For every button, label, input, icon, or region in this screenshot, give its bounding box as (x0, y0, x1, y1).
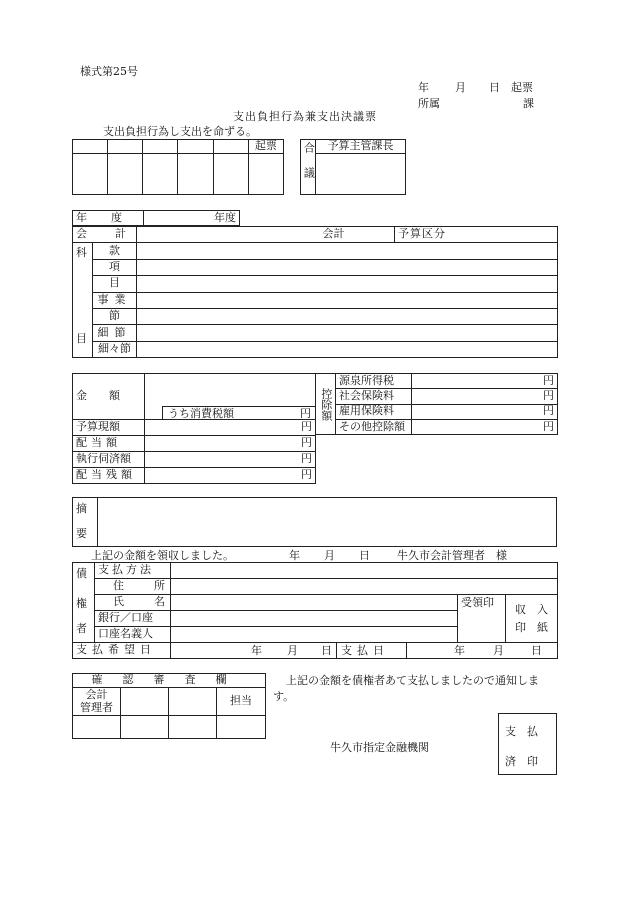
gougi-box (300, 139, 406, 195)
receipt-text: 上記の金額を領収しました。 (91, 549, 234, 562)
creditor-value[interactable] (171, 611, 458, 627)
kamoku-label: 科 目 (73, 243, 93, 358)
pay-date-label: 支払日 (341, 644, 389, 657)
kamoku-saisetsu: 細節 (93, 325, 137, 341)
creditor-value[interactable] (171, 579, 558, 595)
creditor-item: 氏名 (95, 595, 171, 611)
kojo-item: 雇用保険料 (336, 404, 412, 419)
tekiyo-table (72, 497, 557, 547)
tax-yen: 円 (300, 407, 311, 420)
pay-dates: 年 月 日 支払日 年 月 日 (171, 643, 558, 659)
form-number: 様式第25号 (80, 65, 138, 78)
creditor-item: 支払方法 (95, 563, 171, 579)
confirm-header: 確認審査欄 (73, 674, 266, 688)
year-row (72, 210, 240, 226)
dept-suffix: 課 (523, 97, 534, 110)
kojo-value[interactable]: 円 (412, 419, 558, 434)
budget-row-value[interactable]: 円 (145, 420, 316, 436)
budget-row-value[interactable]: 円 (145, 468, 316, 484)
date-kihyo: 起票 (511, 81, 533, 94)
approval-grid (72, 139, 284, 195)
kamoku-setsu: 節 (93, 308, 137, 324)
confirm-cell[interactable] (121, 716, 169, 739)
budget-row-value[interactable]: 円 (145, 452, 316, 468)
creditor-value[interactable] (171, 563, 558, 579)
paid-stamp-2: 済 印 (505, 755, 538, 768)
kamoku-table (72, 226, 558, 358)
kamoku-moku-value[interactable] (137, 276, 558, 292)
budget-class-label: 予算区分 (395, 227, 558, 243)
kamoku-jigyo-value[interactable] (137, 292, 558, 308)
kamoku-moku: 目 (93, 276, 137, 292)
approval-cell[interactable] (213, 154, 248, 195)
kojo-item: その他控除額 (336, 419, 412, 434)
kojo-table (315, 373, 558, 435)
date-month: 月 (455, 81, 466, 94)
confirm-cell[interactable] (121, 688, 169, 716)
stamp-label-1: 収 入 (515, 602, 548, 616)
accounting-manager-label: 会計 管理者 (73, 688, 121, 716)
tax-label: うち消費税額 (168, 407, 234, 420)
budget-row-label: 配当額 (73, 436, 145, 452)
bank-name: 牛久市指定金融機関 (330, 741, 429, 754)
receipt-month: 月 (324, 549, 335, 562)
stamp-label-2: 印 紙 (515, 620, 548, 634)
kojo-item: 社会保険料 (336, 389, 412, 404)
kaikei-suffix: 会計 (320, 227, 395, 243)
creditor-item: 住所 (95, 579, 171, 595)
notice-text-2: す。 (273, 690, 295, 703)
approval-cell[interactable] (73, 154, 108, 195)
receipt-year: 年 (289, 549, 300, 562)
kamoku-kou-value[interactable] (137, 259, 558, 275)
kojo-label: 控除額 (316, 374, 336, 435)
confirm-table (72, 673, 266, 739)
approval-cell[interactable] (248, 154, 283, 195)
dept-label: 所属 (418, 97, 440, 110)
tekiyo-value[interactable] (98, 498, 557, 547)
seal-box[interactable] (458, 595, 506, 643)
creditor-item: 銀行／口座 (95, 611, 171, 627)
receipt-to: 牛久市会計管理者 様 (397, 549, 507, 562)
notice-text-1: 上記の金額を債権者あて支払しましたので通知しま (286, 674, 539, 687)
confirm-cell[interactable] (169, 688, 217, 716)
kamoku-setsu-value[interactable] (137, 308, 558, 324)
amount-table (72, 373, 316, 484)
budget-manager-label: 予算主管課長 (316, 140, 406, 154)
creditor-label: 債 権 者 (73, 563, 95, 643)
paid-stamp-1: 支 払 (505, 725, 538, 738)
creditor-item: 口座名義人 (95, 627, 171, 643)
kamoku-kou: 項 (93, 259, 137, 275)
kojo-item: 源泉所得税 (336, 374, 412, 389)
year-suffix: 年度 (214, 210, 236, 224)
amount-label: 金額 (73, 374, 145, 420)
confirm-cell[interactable] (73, 716, 121, 739)
amount-value[interactable] (145, 374, 316, 420)
creditor-value[interactable] (171, 627, 458, 643)
approval-cell[interactable] (178, 154, 213, 195)
approval-cell[interactable] (143, 154, 178, 195)
year-value[interactable] (144, 211, 240, 226)
kaikei-value[interactable] (137, 227, 320, 243)
kamoku-saisaisetsu-value[interactable] (137, 341, 558, 357)
budget-row-label: 予算現額 (73, 420, 145, 436)
confirm-cell[interactable] (217, 716, 266, 739)
tekiyo-label: 摘 要 (73, 498, 98, 547)
creditor-value[interactable] (171, 595, 458, 611)
year-label: 年度 (73, 211, 144, 226)
seal-label: 受領印 (461, 596, 494, 609)
kamoku-saisaisetsu: 細々節 (93, 341, 137, 357)
gougi-label: 合議 (301, 140, 316, 195)
approval-cell[interactable] (108, 154, 143, 195)
kamoku-kan: 款 (93, 243, 137, 259)
tanto-label: 担当 (217, 688, 266, 716)
kamoku-kan-value[interactable] (137, 243, 558, 259)
kaikei-label: 会計 (73, 227, 137, 243)
page-title: 支出負担行為兼支出決議票 (233, 110, 377, 123)
date-day: 日 (489, 81, 500, 94)
paid-stamp-box[interactable] (498, 713, 557, 775)
kojo-value[interactable]: 円 (412, 389, 558, 404)
kamoku-jigyo: 事業 (93, 292, 137, 308)
kihyo-header: 起票 (248, 140, 283, 154)
budget-row-label: 配当残額 (73, 468, 145, 484)
stamp-box[interactable] (506, 595, 558, 643)
budget-row-label: 執行伺済額 (73, 452, 145, 468)
order-text: 支出負担行為し支出を命ずる。 (103, 125, 257, 138)
kojo-value[interactable]: 円 (412, 374, 558, 389)
budget-row-value[interactable]: 円 (145, 436, 316, 452)
date-year: 年 (418, 81, 429, 94)
pay-hope-label: 支払希望日 (73, 643, 171, 659)
receipt-day: 日 (359, 549, 370, 562)
kamoku-saisetsu-value[interactable] (137, 325, 558, 341)
confirm-cell[interactable] (169, 716, 217, 739)
budget-manager-stamp[interactable] (316, 154, 406, 195)
kojo-value[interactable]: 円 (412, 404, 558, 419)
creditor-table (72, 562, 558, 659)
